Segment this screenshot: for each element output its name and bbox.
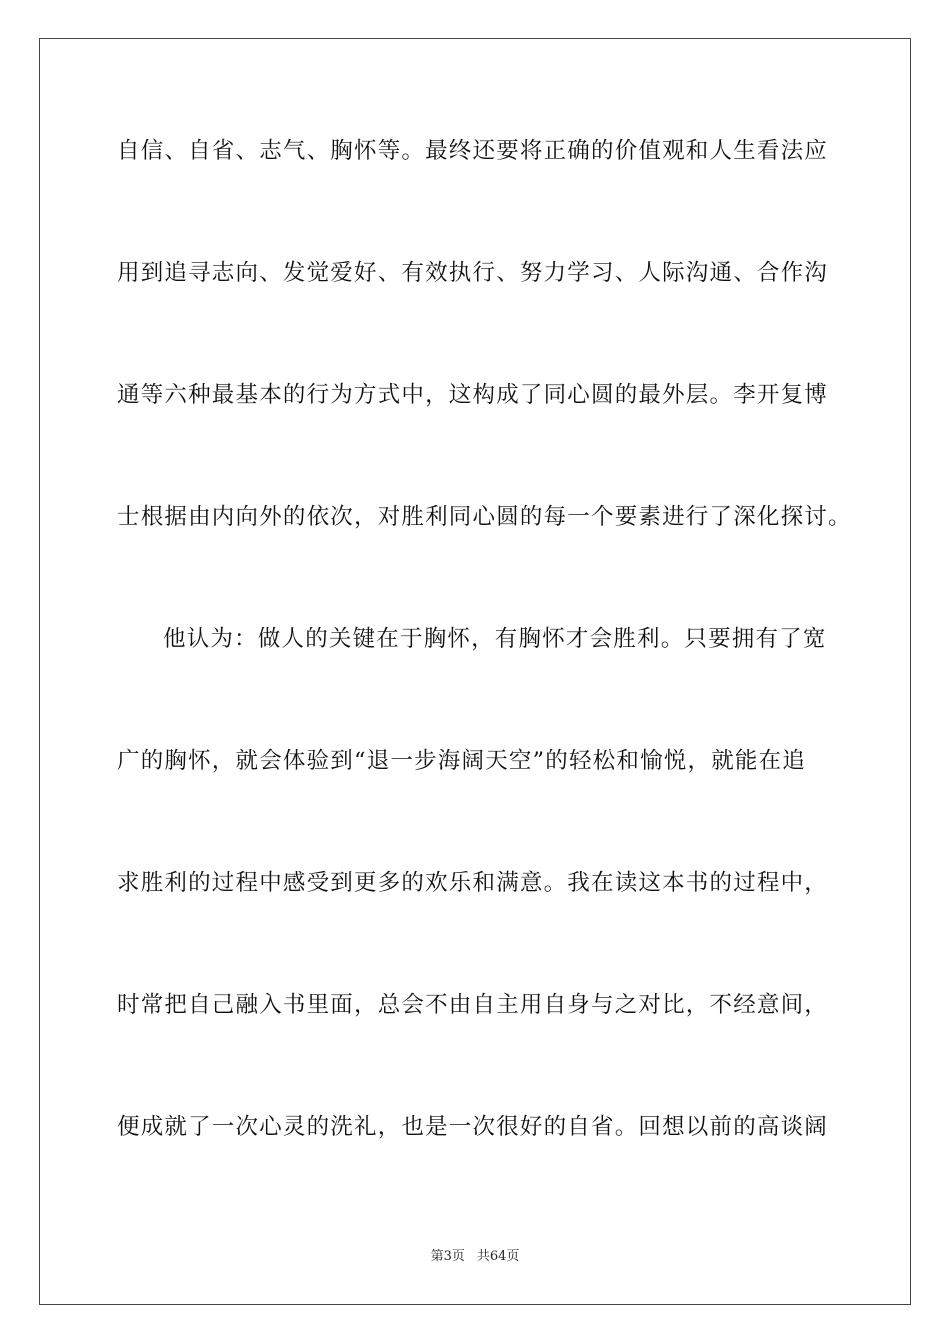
paragraph-line-1: 自信、自省、志气、胸怀等。最终还要将正确的价值观和人生看法应 bbox=[117, 138, 829, 164]
page-number-total: 共64页 bbox=[476, 1249, 520, 1264]
paragraph-line-5: 他认为：做人的关键在于胸怀，有胸怀才会胜利。只要拥有了宽 bbox=[163, 626, 827, 652]
page-footer bbox=[0, 1248, 950, 1266]
page-number-current: 第3页 bbox=[430, 1249, 465, 1264]
paragraph-line-2: 用到追寻志向、发觉爱好、有效执行、努力学习、人际沟通、合作沟 bbox=[117, 260, 829, 286]
paragraph-line-6: 广的胸怀，就会体验到“退一步海阔天空”的轻松和愉悦，就能在追 bbox=[117, 748, 807, 774]
paragraph-line-7: 求胜利的过程中感受到更多的欢乐和满意。我在读这本书的过程中， bbox=[117, 870, 829, 896]
paragraph-line-3: 通等六种最基本的行为方式中，这构成了同心圆的最外层。李开复博 bbox=[117, 382, 829, 408]
paragraph-line-9: 便成就了一次心灵的洗礼，也是一次很好的自省。回想以前的高谈阔 bbox=[117, 1114, 829, 1140]
paragraph-line-4: 士根据由内向外的依次，对胜利同心圆的每一个要素进行了深化探讨。 bbox=[117, 504, 852, 530]
paragraph-line-8: 时常把自己融入书里面，总会不由自主用自身与之对比，不经意间， bbox=[117, 992, 829, 1018]
